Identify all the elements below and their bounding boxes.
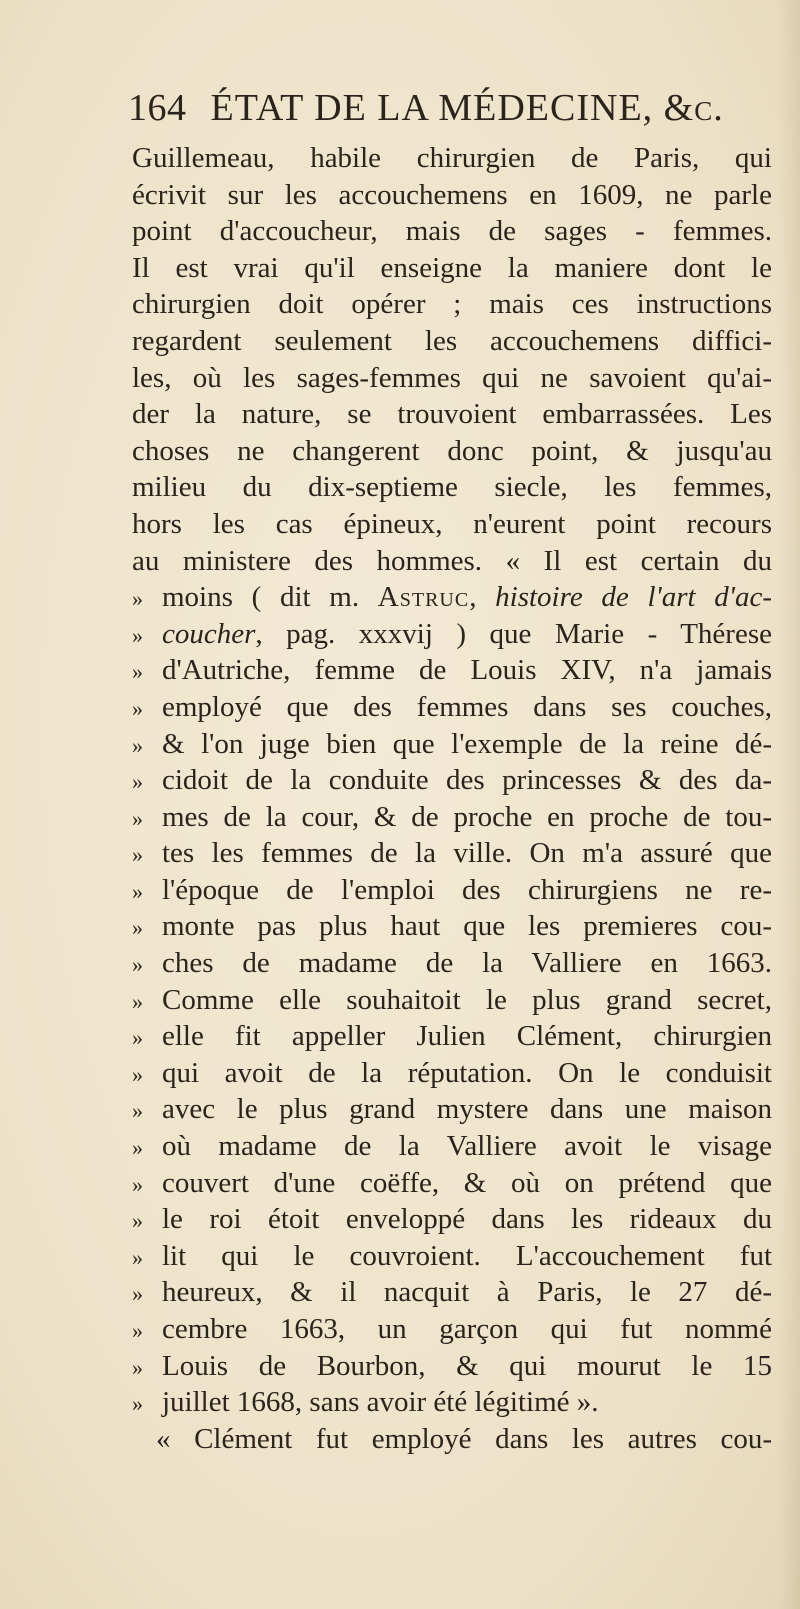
text-line xyxy=(132,726,772,763)
text-segment: regardent seulement les accouchemens diffici- xyxy=(132,324,772,357)
quote-mark: » xyxy=(132,1354,143,1380)
text-segment: les, où les sages-femmes qui ne savoient qu'ai- xyxy=(132,361,772,394)
text-line xyxy=(132,469,772,506)
page-edge-shadow xyxy=(778,0,800,1609)
line-text xyxy=(156,1421,772,1458)
text-line xyxy=(132,1128,772,1165)
text-segment: , xyxy=(469,581,496,614)
text-line xyxy=(132,982,772,1019)
line-text xyxy=(162,1311,772,1348)
quote-mark: » xyxy=(132,1244,143,1270)
running-title: ÉTAT DE LA MÉDECINE, &c. xyxy=(210,87,724,129)
text-segment: mes de la cour, & de proche en proche de tou- xyxy=(162,800,772,833)
text-segment: « Clément fut employé dans les autres cou- xyxy=(156,1422,772,1455)
text-line xyxy=(132,1421,772,1458)
quote-mark: » xyxy=(132,732,143,758)
text-segment: Comme elle souhaitoit le plus grand secret, xyxy=(162,983,772,1016)
quote-mark: » xyxy=(132,878,143,904)
quote-mark: » xyxy=(132,659,143,685)
text-line xyxy=(132,213,772,250)
line-text xyxy=(132,433,772,470)
text-segment: employé que des femmes dans ses couches, xyxy=(162,690,772,723)
quote-mark: » xyxy=(132,1318,143,1343)
text-segment: d'Autriche, femme de Louis XIV, n'a jamais xyxy=(162,654,772,687)
text-line xyxy=(132,1055,772,1092)
line-text xyxy=(162,1274,772,1311)
text-line xyxy=(132,1384,772,1421)
text-line xyxy=(132,1165,772,1202)
line-text xyxy=(162,982,772,1019)
text-line xyxy=(132,1201,772,1238)
text-line xyxy=(132,286,772,323)
quote-mark: » xyxy=(132,842,143,868)
line-text xyxy=(162,1165,772,1202)
quote-mark: » xyxy=(132,769,143,795)
text-segment: hors les cas épineux, n'eurent point recours xyxy=(132,507,772,540)
quote-mark: » xyxy=(132,1171,143,1197)
quote-mark: » xyxy=(132,1391,143,1417)
quote-mark: » xyxy=(132,805,143,831)
text-line xyxy=(132,908,772,945)
text-segment: avec le plus grand mystere dans une maison xyxy=(162,1093,772,1126)
quote-mark: » xyxy=(132,915,143,941)
author-name: Astruc xyxy=(377,581,470,614)
text-line xyxy=(132,652,772,689)
running-header xyxy=(128,86,768,142)
text-segment: Louis de Bourbon, & qui mourut le 15 xyxy=(162,1349,772,1382)
line-text xyxy=(132,323,772,360)
text-line xyxy=(132,1238,772,1275)
text-segment: , pag. xxxvij ) que Marie - Thérese xyxy=(255,617,772,650)
text-segment: Guillemeau, habile chirurgien de Paris, qui xyxy=(132,142,772,174)
text-line xyxy=(132,396,772,433)
text-segment: qui avoit de la réputation. On le conduisit xyxy=(162,1056,772,1089)
line-text xyxy=(162,872,772,909)
text-segment: choses ne changerent donc point, & jusqu'au xyxy=(132,434,772,467)
quote-mark: » xyxy=(132,1135,143,1161)
line-text xyxy=(132,543,772,580)
text-segment: milieu du dix-septieme siecle, les femmes, xyxy=(132,471,772,504)
line-text xyxy=(162,616,772,653)
page-number: 164 xyxy=(128,87,187,129)
line-text xyxy=(162,689,772,726)
text-segment: & l'on juge bien que l'exemple de la reine dé- xyxy=(162,727,772,760)
text-line xyxy=(132,1091,772,1128)
text-line xyxy=(132,762,772,799)
text-segment: point d'accoucheur, mais de sages - femmes. xyxy=(132,215,772,248)
text-line xyxy=(132,579,772,616)
line-text xyxy=(162,1238,772,1275)
text-segment: heureux, & il nacquit à Paris, le 27 dé- xyxy=(162,1276,772,1309)
line-text xyxy=(162,579,772,616)
text-line xyxy=(132,689,772,726)
line-text xyxy=(132,177,772,214)
text-line xyxy=(132,433,772,470)
quote-mark: » xyxy=(132,622,143,648)
text-line xyxy=(132,835,772,872)
text-line xyxy=(132,250,772,287)
text-segment: monte pas plus haut que les premieres cou- xyxy=(162,910,772,943)
line-text xyxy=(132,250,772,287)
text-segment: der la nature, se trouvoient embarrassées. Les xyxy=(132,398,772,431)
line-text xyxy=(162,762,772,799)
line-text xyxy=(132,506,772,543)
text-segment: Il est vrai qu'il enseigne la maniere dont le xyxy=(132,251,772,284)
quote-mark: » xyxy=(132,1098,143,1124)
text-line xyxy=(132,360,772,397)
text-line xyxy=(132,177,772,214)
text-line xyxy=(132,140,772,177)
text-line xyxy=(132,616,772,653)
text-line xyxy=(132,323,772,360)
line-text xyxy=(162,1091,772,1128)
text-segment: cidoit de la conduite des princesses & des da- xyxy=(162,764,772,797)
text-segment: chirurgien doit opérer ; mais ces instructions xyxy=(132,288,772,321)
text-segment: tes les femmes de la ville. On m'a assuré que xyxy=(162,837,772,870)
text-line xyxy=(132,1018,772,1055)
line-text xyxy=(162,799,772,836)
text-segment: cembre 1663, un garçon qui fut nommé xyxy=(162,1313,772,1345)
body-text xyxy=(132,140,772,1457)
line-text xyxy=(162,908,772,945)
quote-mark: » xyxy=(132,1025,143,1051)
citation-title: histoire de l'art d'ac- xyxy=(495,581,773,614)
quote-mark: » xyxy=(132,1208,143,1234)
text-line xyxy=(132,506,772,543)
line-text xyxy=(162,1055,772,1092)
text-line xyxy=(132,799,772,836)
text-segment: le roi étoit enveloppé dans les rideaux du xyxy=(162,1203,772,1236)
line-text xyxy=(162,726,772,763)
text-segment: elle fit appeller Julien Clément, chirurgien xyxy=(162,1020,772,1053)
line-text xyxy=(132,213,772,250)
text-segment: moins ( dit m. xyxy=(162,581,378,614)
line-text xyxy=(132,140,772,177)
text-segment: au ministere des hommes. « Il est certain du xyxy=(132,544,772,577)
text-line xyxy=(132,1348,772,1385)
text-segment: l'époque de l'emploi des chirurgiens ne re- xyxy=(162,873,772,906)
text-segment: lit qui le couvroient. L'accouchement fut xyxy=(162,1239,772,1272)
text-segment: écrivit sur les accouchemens en 1609, ne parle xyxy=(132,178,772,211)
line-text xyxy=(162,945,772,982)
quote-mark: » xyxy=(132,1281,143,1307)
line-text xyxy=(162,1384,772,1421)
line-text xyxy=(132,286,772,323)
citation-title: coucher xyxy=(162,617,256,650)
line-text xyxy=(162,1018,772,1055)
quote-mark: » xyxy=(132,695,143,721)
quote-mark: » xyxy=(132,586,143,612)
line-text xyxy=(132,396,772,433)
text-segment: où madame de la Valliere avoit le visage xyxy=(162,1130,772,1163)
quote-mark: » xyxy=(132,952,143,978)
line-text xyxy=(162,1201,772,1238)
text-line xyxy=(132,945,772,982)
text-line xyxy=(132,1274,772,1311)
line-text xyxy=(132,360,772,397)
line-text xyxy=(132,469,772,506)
quote-mark: » xyxy=(132,988,143,1014)
text-line xyxy=(132,1311,772,1348)
text-segment: couvert d'une coëffe, & où on prétend que xyxy=(162,1166,772,1199)
line-text xyxy=(162,835,772,872)
line-text xyxy=(162,1128,772,1165)
quote-mark: » xyxy=(132,1061,143,1087)
line-text xyxy=(162,1348,772,1385)
text-segment: juillet 1668, sans avoir été légitimé ». xyxy=(162,1386,599,1419)
text-line xyxy=(132,543,772,580)
line-text xyxy=(162,652,772,689)
text-line xyxy=(132,872,772,909)
text-segment: ches de madame de la Valliere en 1663. xyxy=(162,947,772,980)
